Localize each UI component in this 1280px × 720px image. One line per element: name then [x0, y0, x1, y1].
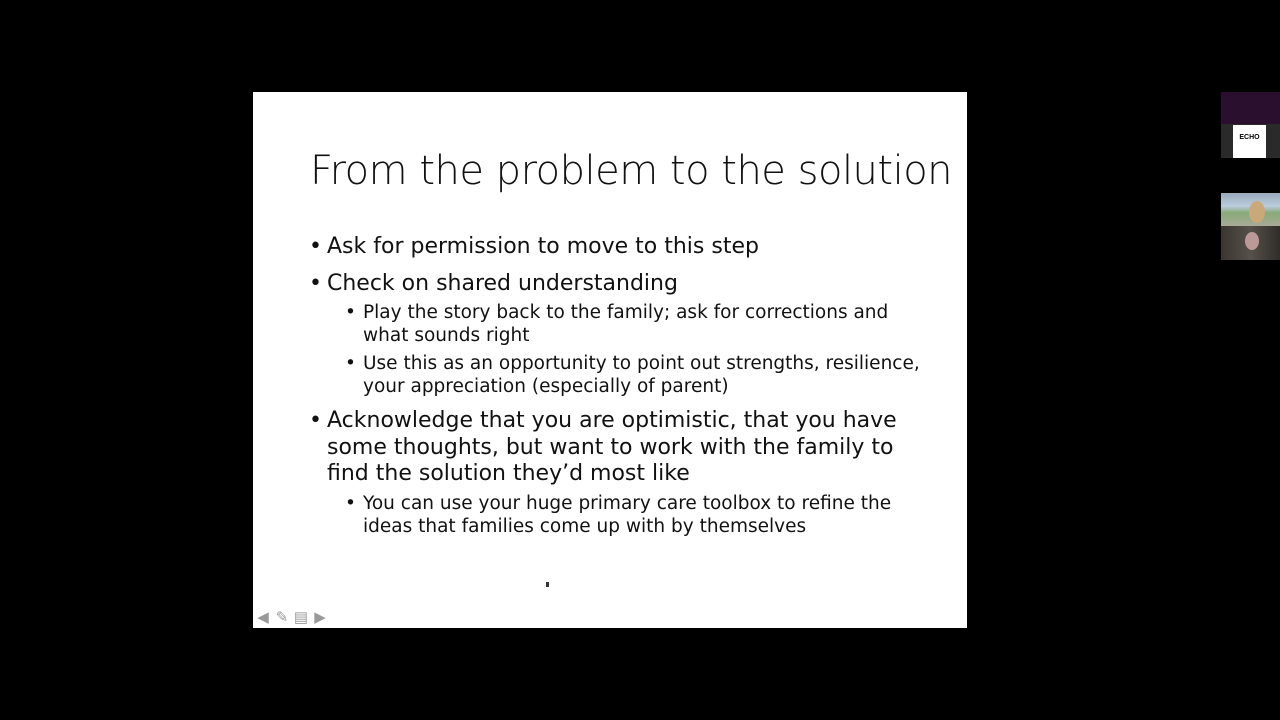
slide-title: From the problem to the solution [310, 148, 953, 194]
participant-video-2[interactable] [1221, 226, 1280, 260]
sub-bullet-item: • Play the story back to the family; ask for corrections and what sounds right [345, 301, 929, 347]
participant-avatar [1249, 201, 1265, 223]
participant-video-1[interactable] [1221, 193, 1280, 226]
tile-header [1221, 92, 1280, 124]
sub-bullet-item: • You can use your huge primary care toolbox to refine the ideas that families come up with by themselves [345, 492, 929, 538]
mouse-cursor [546, 582, 549, 587]
bullet-list [309, 234, 929, 548]
participant-tile-echo[interactable] [1221, 92, 1280, 158]
menu-icon[interactable]: ▤ [293, 609, 309, 626]
bullet-item [309, 234, 929, 261]
bullet-item [309, 271, 929, 399]
pen-icon[interactable]: ✎ [275, 609, 289, 626]
bullet-text: Ask for permission to move to this step [327, 234, 759, 259]
presentation-slide [253, 92, 967, 628]
slideshow-controls [255, 608, 328, 626]
previous-slide-icon[interactable]: ◀ [257, 609, 269, 626]
bullet-item [309, 408, 929, 538]
participant-avatar [1245, 232, 1259, 250]
bullet-text: Check on shared understanding [327, 270, 678, 296]
bullet-text: Acknowledge that you are optimistic, that you have some thoughts, but want to work with the family to find the solution they’d most like [327, 408, 897, 486]
next-slide-icon[interactable]: ▶ [314, 609, 326, 626]
sub-bullet-item: • Use this as an opportunity to point out strengths, resilience, your appreciation (especially of parent) [345, 352, 929, 398]
echo-logo: ECHO [1233, 125, 1266, 158]
